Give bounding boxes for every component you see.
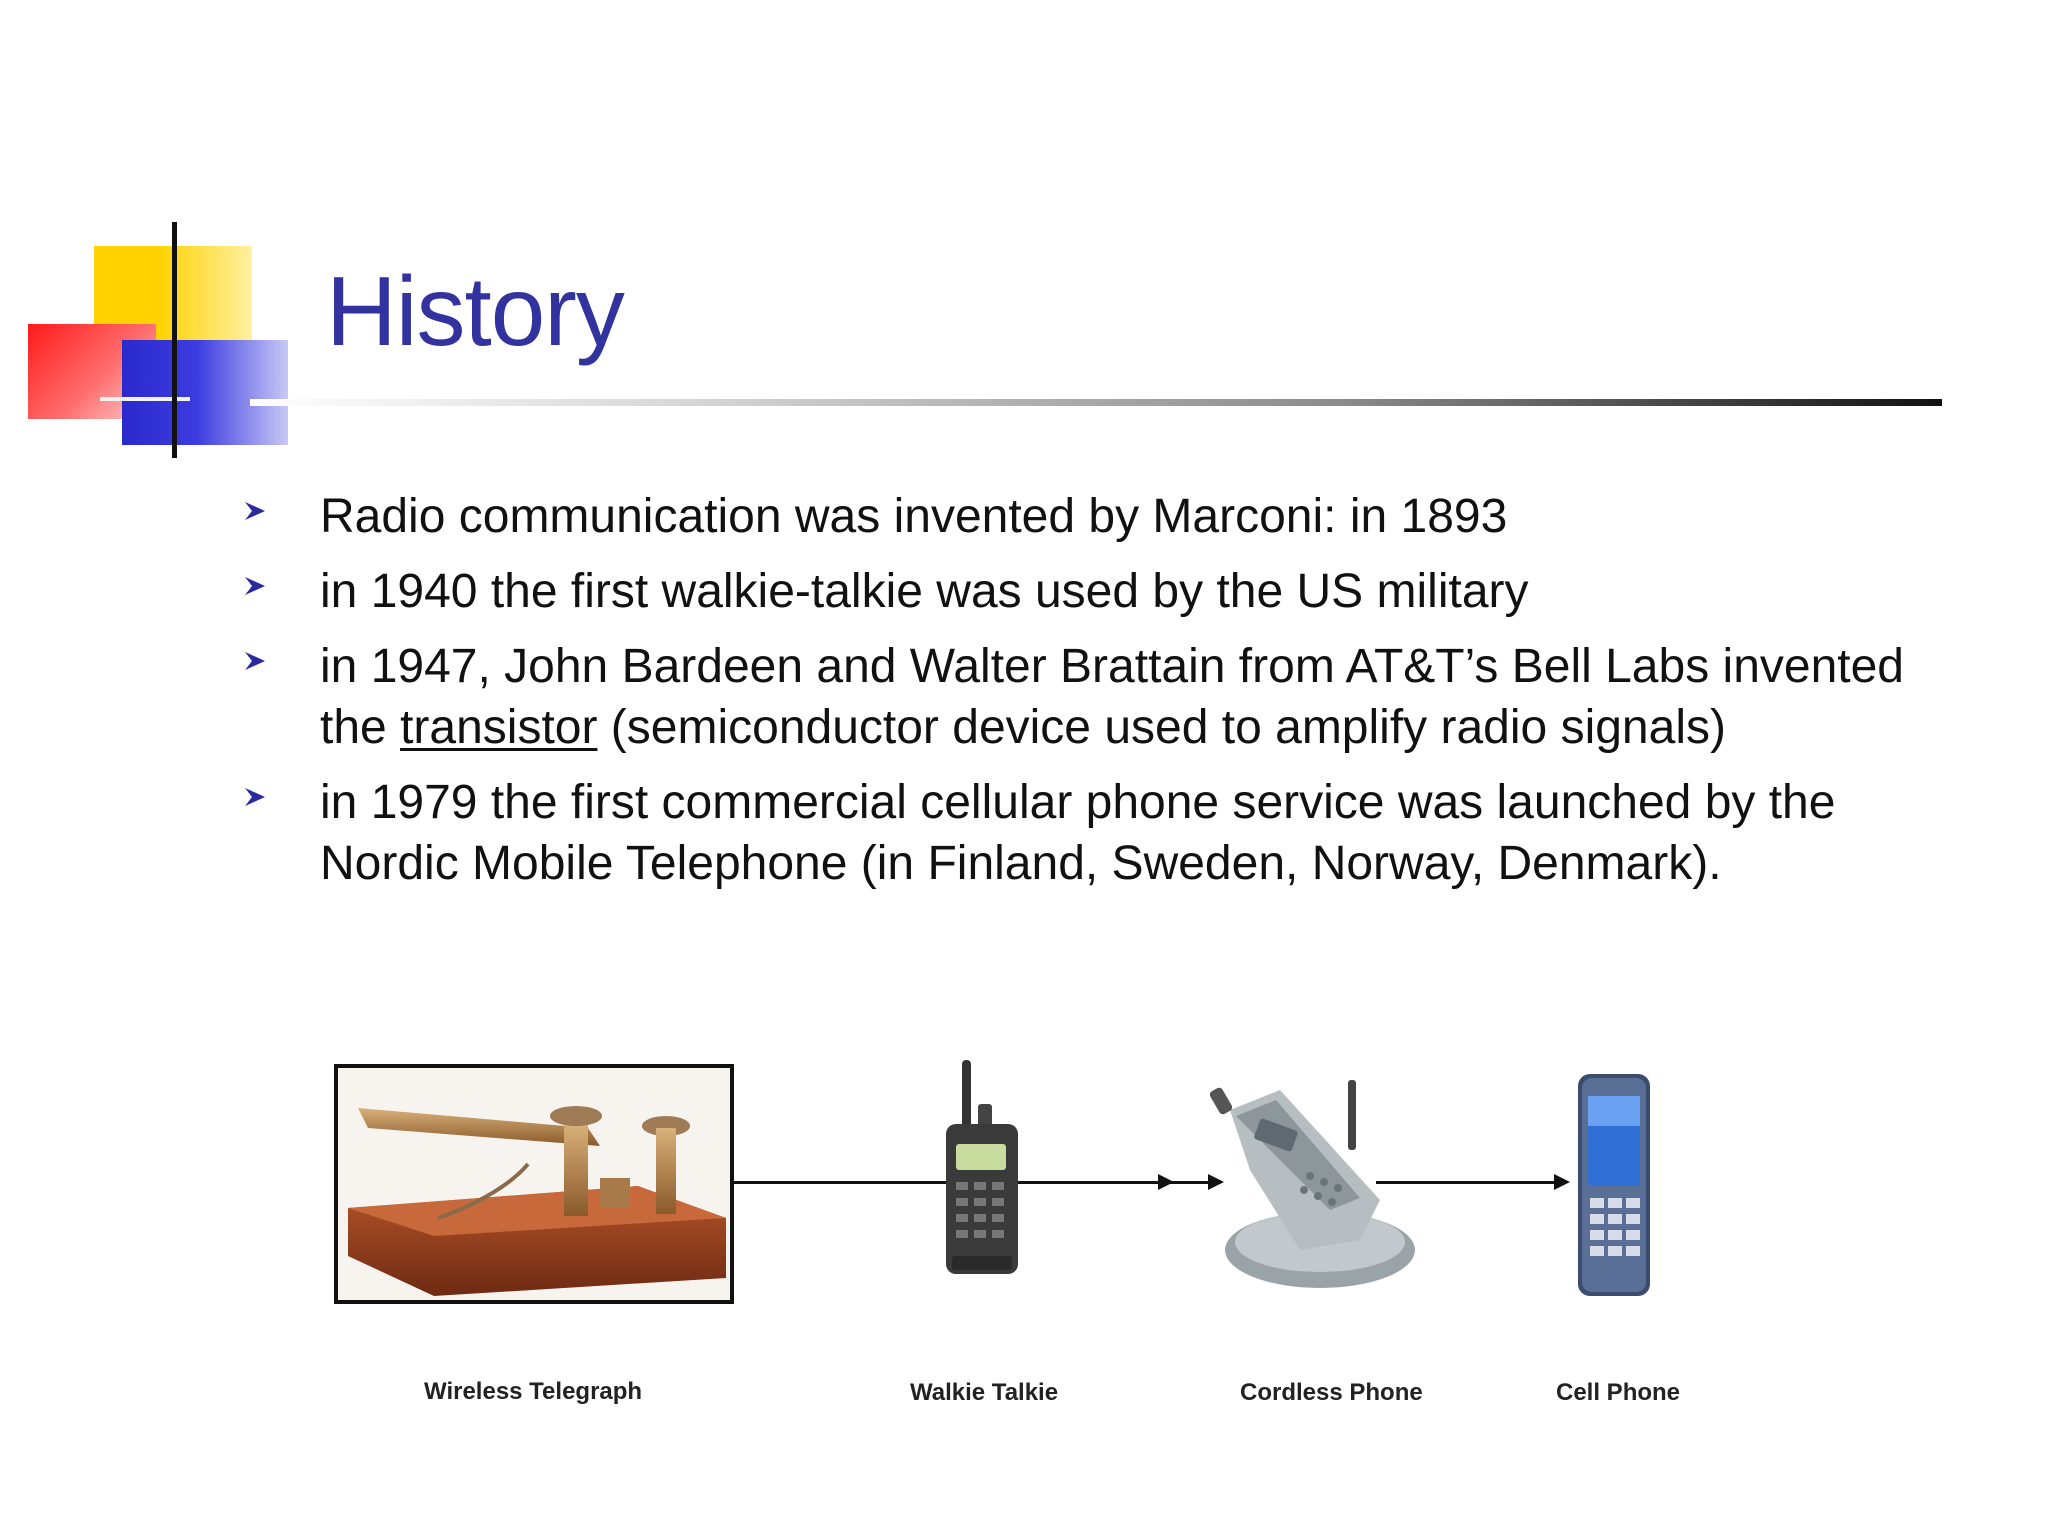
arrow-bullet-icon — [244, 575, 266, 597]
decoration-vertical-line — [172, 222, 177, 458]
arrow-bullet-icon — [244, 500, 266, 522]
title-underline — [250, 399, 1942, 406]
bullet-text-pre: in 1947, John Bardeen and Walter Brattain from AT&T’s Bell Labs invented the — [320, 640, 1904, 754]
arrow-bullet-icon — [244, 650, 266, 672]
bullet-text: in 1940 the first walkie-talkie was used by the US military — [320, 565, 1529, 618]
bullet-text-post: (semiconductor device used to amplify radio signals) — [597, 701, 1726, 754]
bullet-text: in 1979 the first commercial cellular phone service was launched by the Nordic Mobile Telephone (in Finland, Sweden, Norway, Denmark). — [320, 776, 1836, 890]
timeline-arrow — [1028, 1181, 1220, 1184]
bullet-list — [240, 486, 1940, 908]
title-decoration — [0, 0, 300, 480]
arrow-bullet-icon — [244, 786, 266, 808]
transistor-link[interactable]: transistor — [400, 701, 598, 754]
timeline-caption: Cell Phone — [1556, 1379, 1681, 1406]
timeline-arrow — [1376, 1181, 1566, 1184]
timeline-caption: Wireless Telegraph — [424, 1378, 643, 1405]
bullet-item — [240, 486, 1940, 547]
walkie-talkie-icon — [938, 1060, 1028, 1310]
slide-title: History — [326, 256, 624, 366]
evolution-timeline — [250, 1040, 1700, 1460]
cell-phone-icon — [1570, 1068, 1660, 1308]
timeline-caption: Cordless Phone — [1240, 1379, 1423, 1406]
bullet-text: Radio communication was invented by Marconi: in 1893 — [320, 490, 1508, 543]
bullet-item — [240, 561, 1940, 622]
bullet-item — [240, 772, 1940, 894]
timeline-caption: Walkie Talkie — [910, 1379, 1059, 1406]
blue-square — [122, 340, 288, 445]
cordless-phone-icon — [1210, 1080, 1420, 1310]
telegraph-key-photo — [334, 1064, 734, 1304]
bullet-item — [240, 636, 1940, 758]
